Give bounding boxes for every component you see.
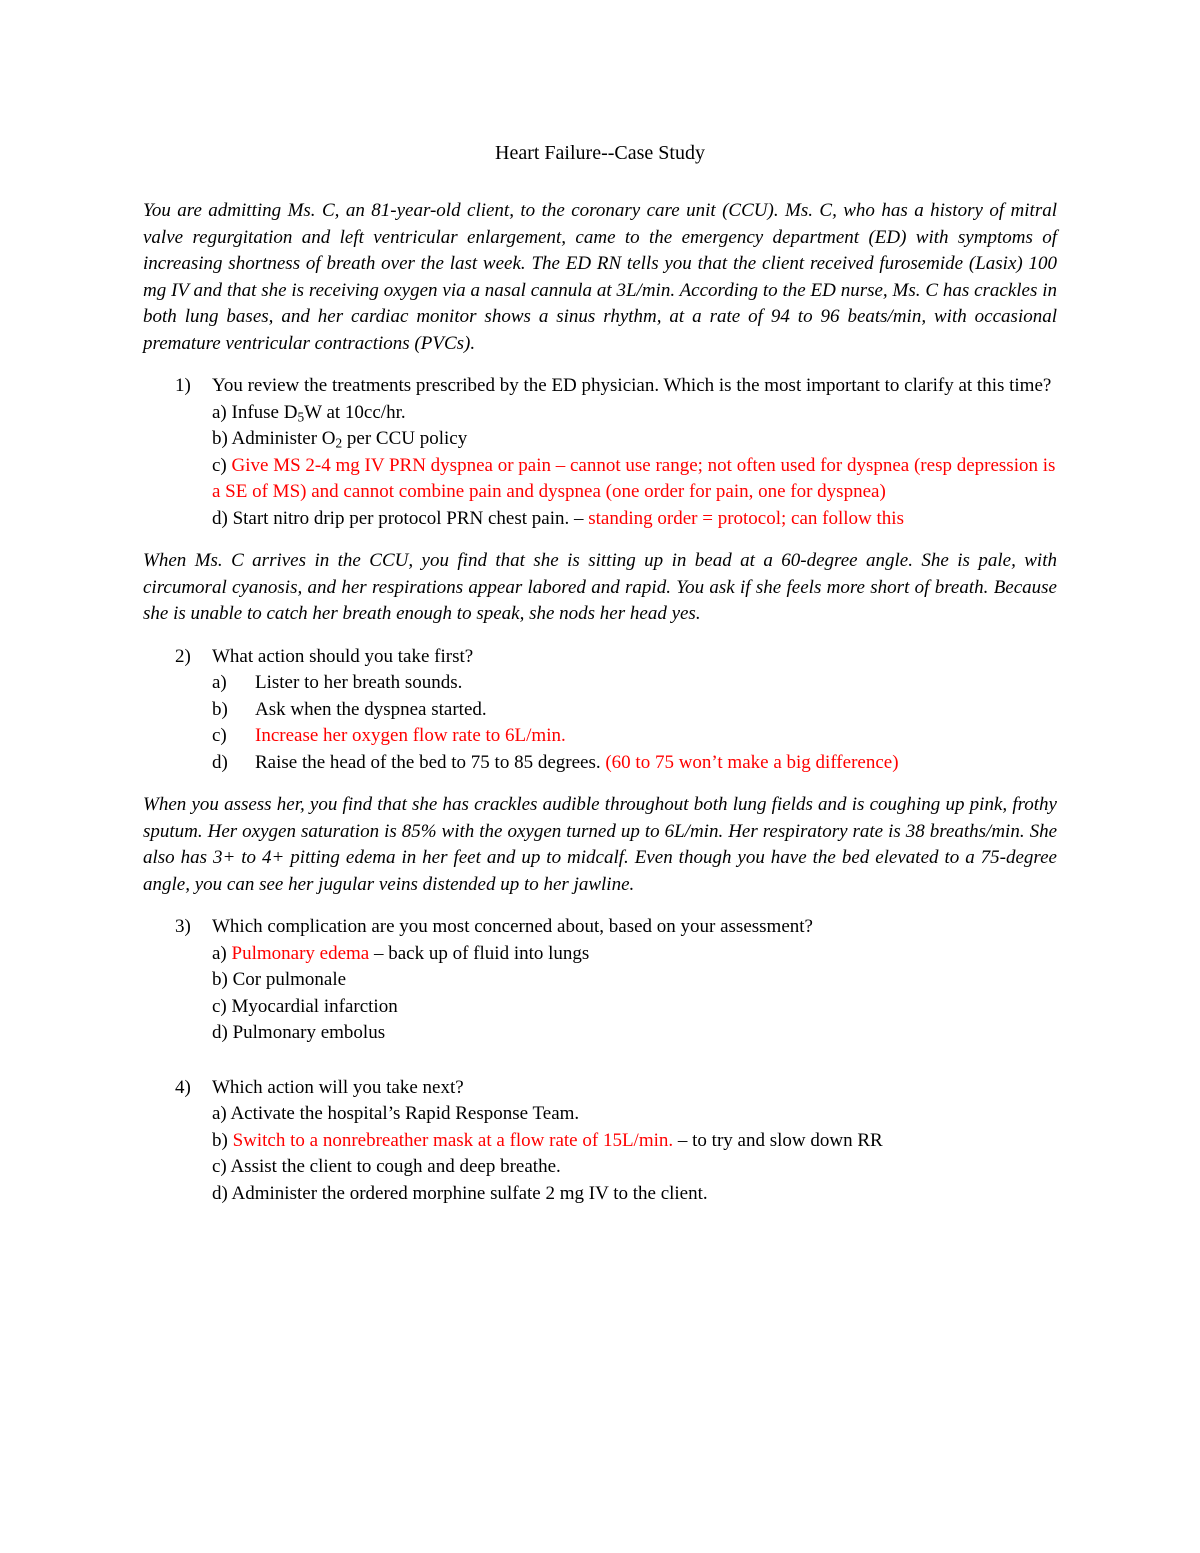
question-2 <box>143 644 1057 777</box>
option-c: c) Give MS 2-4 mg IV PRN dyspnea or pain – cannot use range; not often used for dyspnea (resp depression is a SE of MS) and cannot combine pain and dyspnea (one order for pain, one for dyspnea) <box>212 454 1056 502</box>
question-number: 2) <box>175 645 191 667</box>
option-c: c) Increase her oxygen flow rate to 6L/min. <box>212 725 566 746</box>
question-text: Which action will you take next? <box>212 1076 464 1098</box>
case-intro-paragraph: You are admitting Ms. C, an 81-year-old client, to the coronary care unit (CCU). Ms. C, who has a history of mitral valve regurgitation and left ventricular enlargement, came to the emergency department (ED) with symptoms of increasing shortness of breath over the last week. The ED RN tells you that the client received furosemide (Lasix) 100 mg IV and that she is receiving oxygen via a nasal cannula at 3L/min. According to the ED nurse, Ms. C has crackles in both lung bases, and her cardiac monitor shows a sinus rhythm, at a rate of 94 to 96 beats/min, with occasional premature ventricular contractions (PVCs). <box>143 200 1057 354</box>
option-b: b) Switch to a nonrebreather mask at a flow rate of 15L/min. – to try and slow down RR <box>212 1129 883 1151</box>
answer-highlight: Give MS 2-4 mg IV PRN dyspnea or pain – cannot use range; not often used for dyspnea (resp depression is a SE of MS) and cannot combine pain and dyspnea (one order for pain, one for dyspnea) <box>212 454 1056 502</box>
answer-highlight: Switch to a nonrebreather mask at a flow rate of 15L/min. <box>232 1129 674 1151</box>
question-number: 4) <box>175 1076 191 1098</box>
assessment-paragraph: When you assess her, you find that she has crackles audible throughout both lung fields and is coughing up pink, frothy sputum. Her oxygen saturation is 85% with the oxygen turned up to 6L/min. Her respiratory rate is 38 breaths/min. She also has 3+ to 4+ pitting edema in her feet and up to midcalf. Even though you have the bed elevated to a 75-degree angle, you can see her jugular veins distended up to her jawline. <box>143 794 1057 895</box>
option-d: d) Start nitro drip per protocol PRN chest pain. – standing order = protocol; can follow this <box>212 507 904 529</box>
answer-highlight: Pulmonary edema <box>231 942 370 964</box>
option-b: b) Cor pulmonale <box>212 969 347 990</box>
option-a: a) Infuse $D_5W$ at 10cc/hr. <box>212 401 406 424</box>
question-4 <box>143 1075 1057 1208</box>
document-title: Heart Failure--Case Study <box>495 142 705 164</box>
question-text: Which complication are you most concerned about, based on your assessment? <box>212 916 813 937</box>
option-c: c) Assist the client to cough and deep breathe. <box>212 1156 561 1177</box>
question-number: 1) <box>175 375 191 396</box>
answer-note: standing order = protocol; can follow this <box>588 507 904 529</box>
option-b: b) Ask when the dyspnea started. <box>212 698 487 720</box>
option-a: a) Lister to her breath sounds. <box>212 672 463 693</box>
option-b: b) Administer $O_2$ per CCU policy <box>212 428 468 451</box>
question-1 <box>143 373 1057 532</box>
option-a: a) Activate the hospital’s Rapid Response Team. <box>212 1103 580 1124</box>
option-d: d) Raise the head of the bed to 75 to 85 degrees. (60 to 75 won’t make a big difference) <box>212 751 899 773</box>
option-d: d) Pulmonary embolus <box>212 1022 386 1043</box>
question-text: What action should you take first? <box>212 645 474 667</box>
question-number: 3) <box>175 916 191 937</box>
question-text: You review the treatments prescribed by the ED physician. Which is the most important to clarify at this time? <box>212 375 1052 396</box>
answer-note: (60 to 75 won’t make a big difference) <box>605 751 899 773</box>
option-d: d) Administer the ordered morphine sulfate 2 mg IV to the client. <box>212 1182 708 1204</box>
option-a: a) Pulmonary edema – back up of fluid into lungs <box>212 942 590 964</box>
option-c: c) Myocardial infarction <box>212 995 398 1017</box>
question-3 <box>143 914 1057 1047</box>
ccu-arrival-paragraph: When Ms. C arrives in the CCU, you find that she is sitting up in bead at a 60-degree angle. She is pale, with circumoral cyanosis, and her respirations appear labored and rapid. You ask if she feels more short of breath. Because she is unable to catch her breath enough to speak, she nods her head yes. <box>143 550 1057 624</box>
answer-highlight: Increase her oxygen flow rate to 6L/min. <box>255 725 566 746</box>
